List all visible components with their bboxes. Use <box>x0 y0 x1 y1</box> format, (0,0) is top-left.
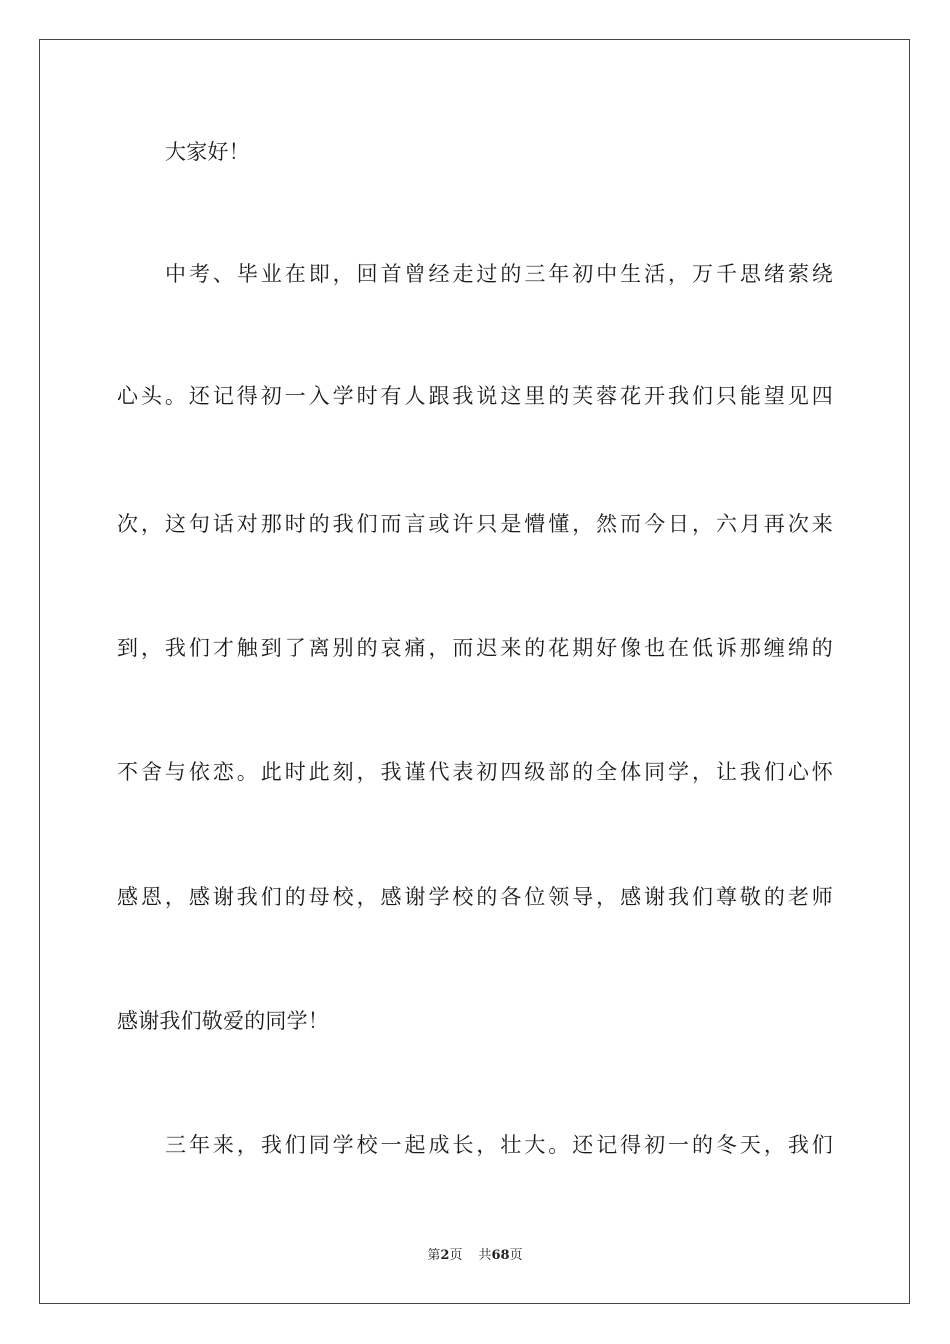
page-prefix: 第 <box>427 1248 441 1263</box>
total-pages: 68 <box>491 1248 510 1263</box>
page-footer <box>0 1247 950 1265</box>
paragraph-line: 心头。还记得初一入学时有人跟我说这里的芙蓉花开我们只能望见四 <box>117 384 833 408</box>
paragraph-line: 中考、毕业在即，回首曾经走过的三年初中生活，万千思绪萦绕 <box>165 262 833 286</box>
paragraph-line: 三年来，我们同学校一起成长，壮大。还记得初一的冬天，我们 <box>165 1133 833 1157</box>
paragraph-line: 感谢我们敬爱的同学！ <box>117 1009 329 1033</box>
paragraph-line: 不舍与依恋。此时此刻，我谨代表初四级部的全体同学，让我们心怀 <box>117 760 833 784</box>
greeting-line: 大家好！ <box>165 140 250 164</box>
paragraph-line: 感恩，感谢我们的母校，感谢学校的各位领导，感谢我们尊敬的老师 <box>117 885 833 909</box>
page-suffix: 页 <box>449 1248 463 1263</box>
total-prefix: 共 <box>478 1248 492 1263</box>
paragraph-line: 次，这句话对那时的我们而言或许只是懵懂，然而今日，六月再次来 <box>117 512 833 536</box>
page-number: 2 <box>440 1248 450 1263</box>
paragraph-line: 到，我们才触到了离别的哀痛，而迟来的花期好像也在低诉那缠绵的 <box>117 636 833 660</box>
total-suffix: 页 <box>509 1248 523 1263</box>
page-frame <box>39 39 910 1304</box>
